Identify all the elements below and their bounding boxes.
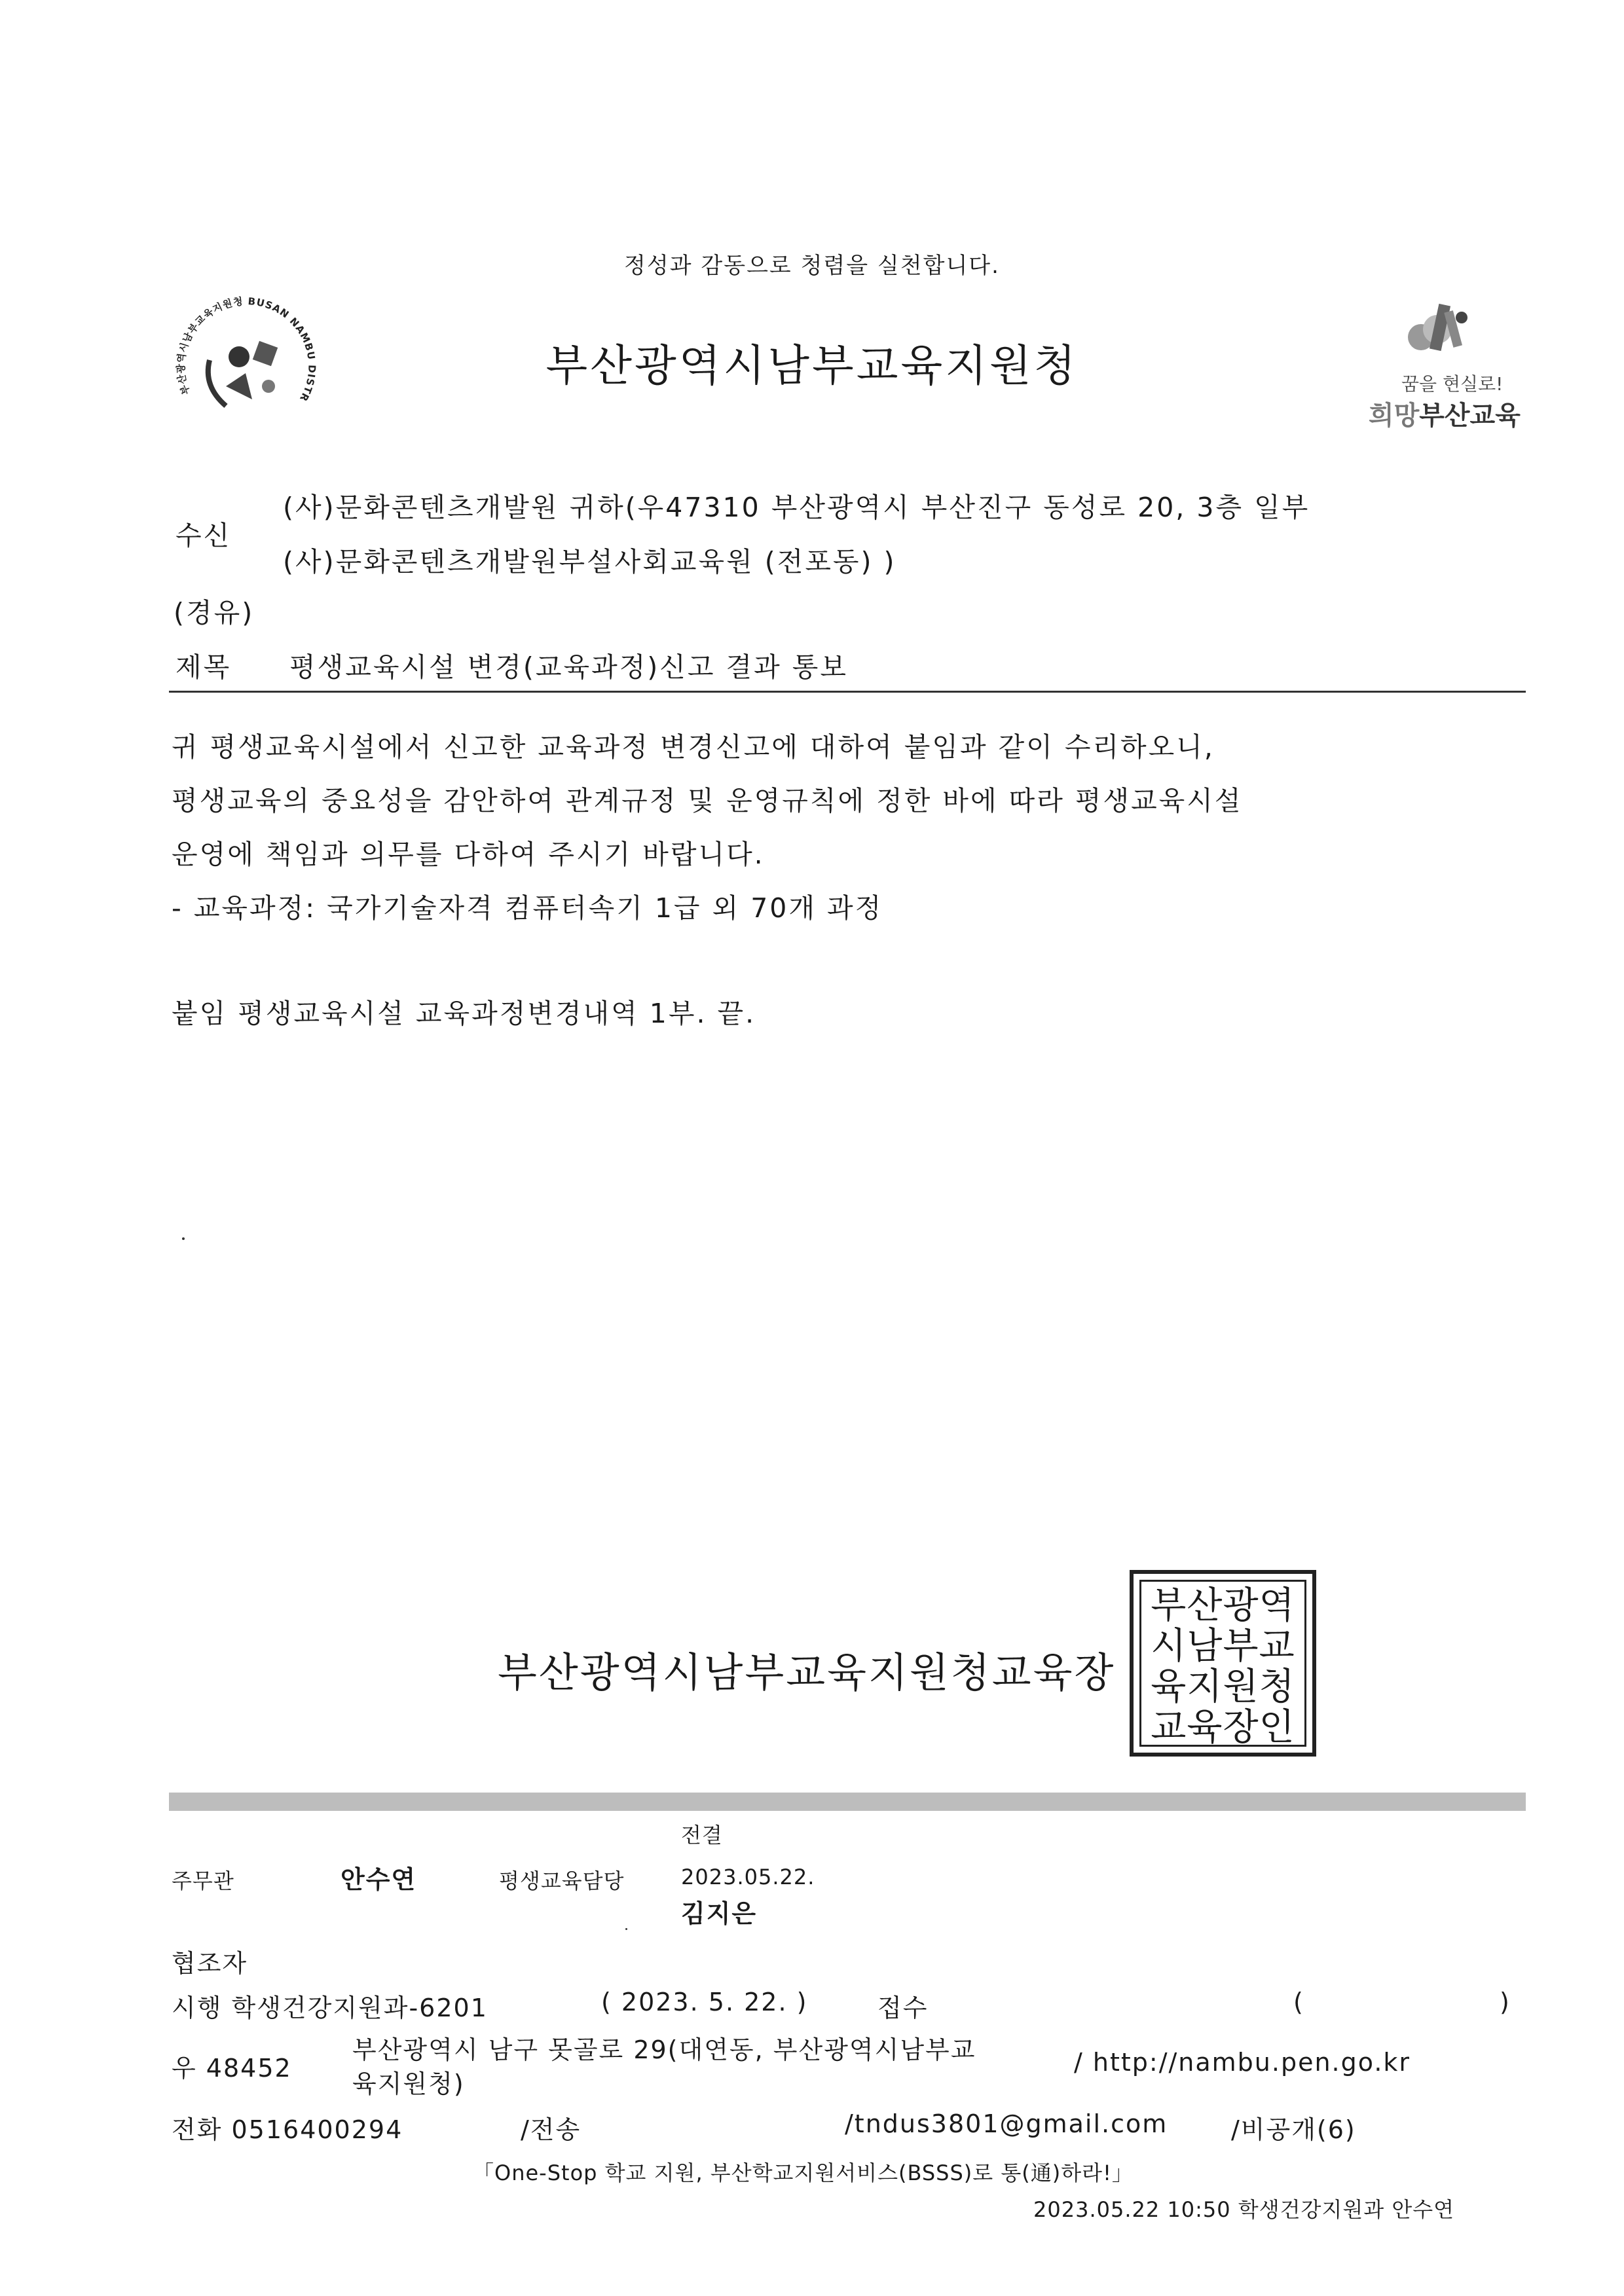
subject-text: 평생교육시설 변경(교육과정)신고 결과 통보 [289, 651, 848, 683]
official-seal [1130, 1570, 1316, 1757]
final-approval-label: 전결 [681, 1823, 723, 1848]
attachment-line: 붙임 평생교육시설 교육과정변경내역 1부. 끝. [172, 998, 756, 1029]
final-approval-date: 2023.05.22. [681, 1865, 815, 1889]
subject-label: 제목 [175, 651, 232, 683]
logo-brand-text [1369, 395, 1521, 432]
seal-line-4: 교육장인 [1151, 1706, 1295, 1749]
campaign-slogan: 「One-Stop 학교 지원, 부산학교지원서비스(BSSS)로 통(通)하라!」 [473, 2160, 1134, 2185]
issuer-name: 부산광역시남부교육지원청교육장 [498, 1649, 1116, 1696]
final-approver-name: 김지은 [681, 1899, 758, 1928]
print-stamp: 2023.05.22 10:50 학생건강지원과 안수연 [1033, 2197, 1455, 2222]
receive-paren-close: ) [1500, 1988, 1511, 2016]
approval-bar [169, 1793, 1526, 1811]
enforcement-date: ( 2023. 5. 22. ) [601, 1988, 808, 2016]
address-line-1: 부산광역시 남구 못골로 29(대연동, 부산광역시남부교 [352, 2035, 976, 2064]
busan-education-logo [1356, 298, 1545, 429]
body-line-3: 운영에 책임과 의무를 다하여 주시기 바랍니다. [172, 839, 765, 870]
stray-mark [182, 1237, 185, 1240]
via-label: (경유) [174, 597, 255, 629]
receive-paren-open: ( [1293, 1988, 1304, 2016]
logo-cheer-text: 꿈을 현실로! [1401, 373, 1504, 395]
stray-mark-2 [625, 1928, 627, 1930]
svg-text:부산광역시남부교육지원청 BUSAN NAMBU DISTR: 부산광역시남부교육지원청 BUSAN NAMBU DISTR [175, 295, 318, 404]
postal-code: 우 48452 [172, 2054, 292, 2083]
subject-divider [169, 691, 1526, 693]
recipient-line-1: (사)문화콘텐츠개발원 귀하(우47310 부산광역시 부산진구 동성로 20, 3층 일부 [283, 492, 1310, 523]
dream-icon [1401, 298, 1480, 370]
drafter-name: 안수연 [341, 1865, 417, 1894]
cooperator-label: 협조자 [172, 1949, 248, 1978]
recipient-label: 수신 [175, 520, 232, 551]
department-label: 평생교육담당 [499, 1868, 625, 1893]
org-title: 부산광역시남부교육지원청 [545, 340, 1079, 391]
logo-brand-hope: 희망 [1369, 401, 1420, 431]
seal-line-2: 시남부교 [1151, 1625, 1295, 1667]
email-link[interactable]: /tndus3801@gmail.com [845, 2109, 1168, 2138]
receive-label: 접수 [877, 1994, 929, 2022]
recipient-line-2: (사)문화콘텐츠개발원부설사회교육원 (전포동) ) [283, 546, 896, 577]
phone-number: 전화 0516400294 [172, 2115, 403, 2144]
seal-line-3: 육지원청 [1151, 1666, 1295, 1708]
body-line-1: 귀 평생교육시설에서 신고한 교육과정 변경신고에 대하여 붙임과 같이 수리하오니, [172, 731, 1215, 763]
body-line-2: 평생교육의 중요성을 감안하여 관계규정 및 운영규칙에 정한 바에 따라 평생교육시설 [172, 785, 1243, 816]
homepage-link[interactable]: / http://nambu.pen.go.kr [1074, 2048, 1411, 2077]
fax-label: /전송 [521, 2115, 581, 2144]
logo-brand-main: 부산교육 [1419, 401, 1521, 431]
body-line-4: - 교육과정: 국가기술자격 컴퓨터속기 1급 외 70개 과정 [172, 892, 883, 924]
slogan: 정성과 감동으로 청렴을 실천합니다. [624, 253, 1000, 279]
enforcement-number: 시행 학생건강지원과-6201 [172, 1994, 488, 2022]
address-line-2: 육지원청) [352, 2069, 465, 2098]
disclosure-status: /비공개(6) [1231, 2115, 1356, 2144]
drafter-label: 주무관 [172, 1868, 234, 1893]
seal-line-1: 부산광역 [1151, 1584, 1295, 1627]
